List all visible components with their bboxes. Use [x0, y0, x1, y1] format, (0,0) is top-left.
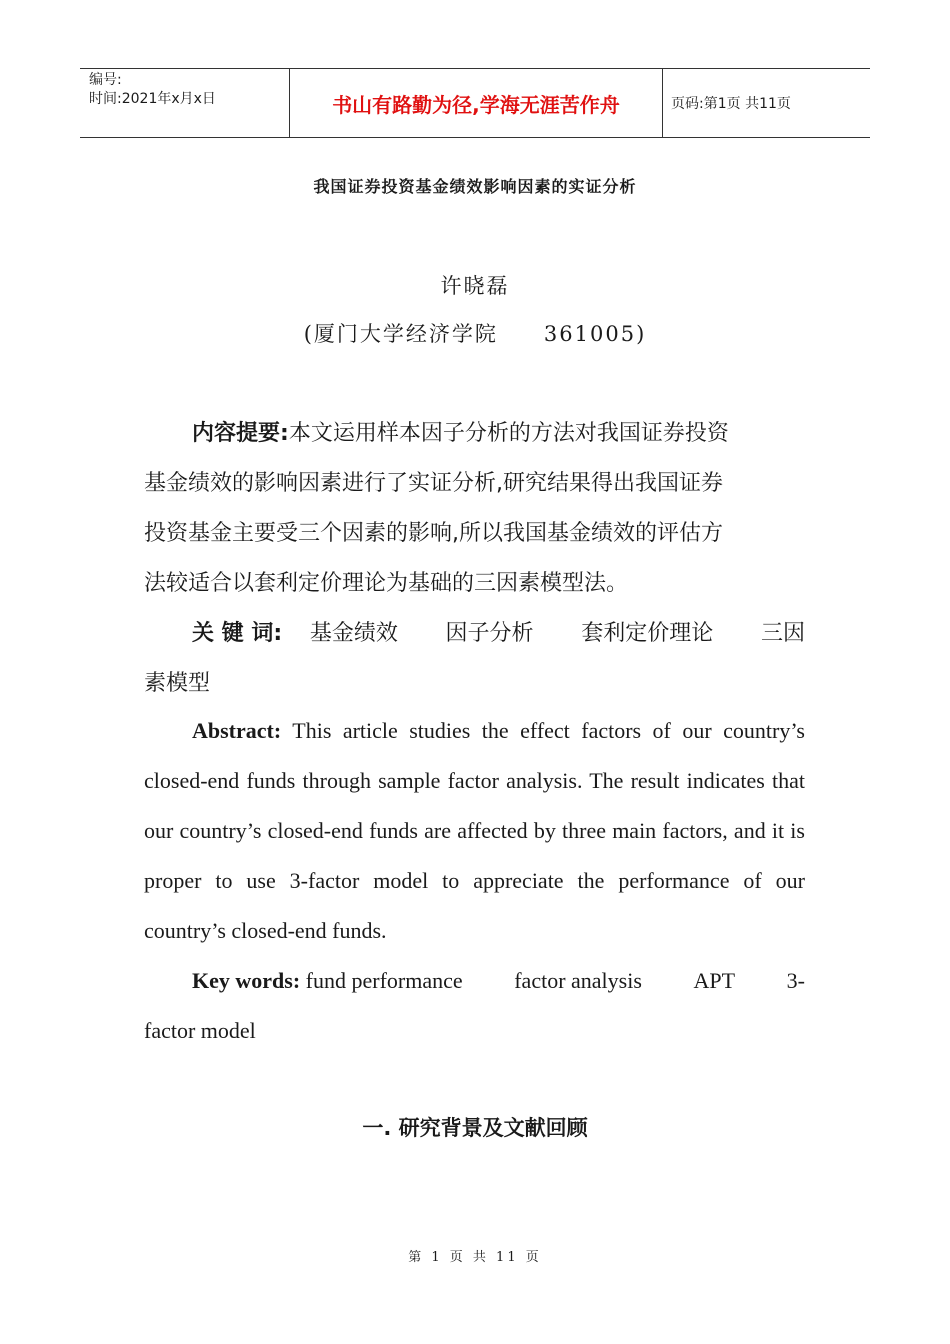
- abstract-en-text: This article studies the effect factors of our country’s closed-end funds through sample factor analysis. The result indicates that our country’s closed-end funds are affected by three main factors, and it is proper to use 3-factor model to appreciate the performance of our country’s closed-end funds.: [144, 718, 805, 943]
- keywords-en: [144, 956, 805, 1006]
- keyword-cn-1: 基金绩效: [309, 621, 398, 646]
- keyword-en-2: factor analysis: [514, 968, 642, 993]
- keywords-cn: [144, 609, 805, 659]
- abstract-cn-line-4: 法较适合以套利定价理论为基础的三因素模型法。: [144, 571, 629, 596]
- abstract-cn: [144, 409, 805, 709]
- paper-title: 我国证券投资基金绩效影响因素的实证分析: [313, 177, 637, 196]
- keyword-en-1: fund performance: [305, 968, 463, 993]
- paper-author: 许晓磊: [440, 274, 510, 298]
- keyword-cn-2: 因子分析: [445, 621, 534, 646]
- abstract-cn-line-3: 投资基金主要受三个因素的影响,所以我国基金绩效的评估方: [144, 521, 723, 546]
- section-heading-1: 一. 研究背景及文献回顾: [362, 1116, 588, 1140]
- abstract-en: [144, 706, 805, 1056]
- page-header: [80, 68, 870, 138]
- keyword-en-4: 3-: [786, 968, 805, 993]
- paper-affiliation: (厦门大学经济学院 361005): [303, 322, 647, 346]
- header-page-info: 页码:第1页 共11页: [671, 96, 791, 112]
- keyword-cn-3: 套利定价理论: [581, 621, 714, 646]
- keyword-cn-4-cont: 素模型: [144, 671, 211, 696]
- keywords-en-label: Key words:: [192, 968, 301, 993]
- number-label: 编号:: [89, 72, 122, 88]
- time-label: 时间:2021年x月x日: [89, 91, 216, 107]
- keyword-en-4-cont: factor model: [144, 1018, 256, 1043]
- abstract-cn-line-1: 内容提要:本文运用样本因子分析的方法对我国证券投资: [192, 421, 729, 446]
- abstract-cn-line-2: 基金绩效的影响因素进行了实证分析,研究结果得出我国证券: [144, 471, 723, 496]
- abstract-en-label: Abstract:: [192, 718, 282, 743]
- keyword-cn-4: 三因: [760, 621, 805, 646]
- header-meta: [80, 69, 290, 137]
- keywords-cn-label: 关 键 词:: [192, 621, 283, 646]
- keyword-en-3: APT: [693, 968, 736, 993]
- page-footer: 第 1 页 共 11 页: [408, 1250, 542, 1265]
- abstract-cn-label: 内容提要:: [192, 421, 289, 446]
- header-motto: 书山有路勤为径,学海无涯苦作舟: [290, 69, 663, 137]
- abstract-en-paragraph: [144, 706, 805, 956]
